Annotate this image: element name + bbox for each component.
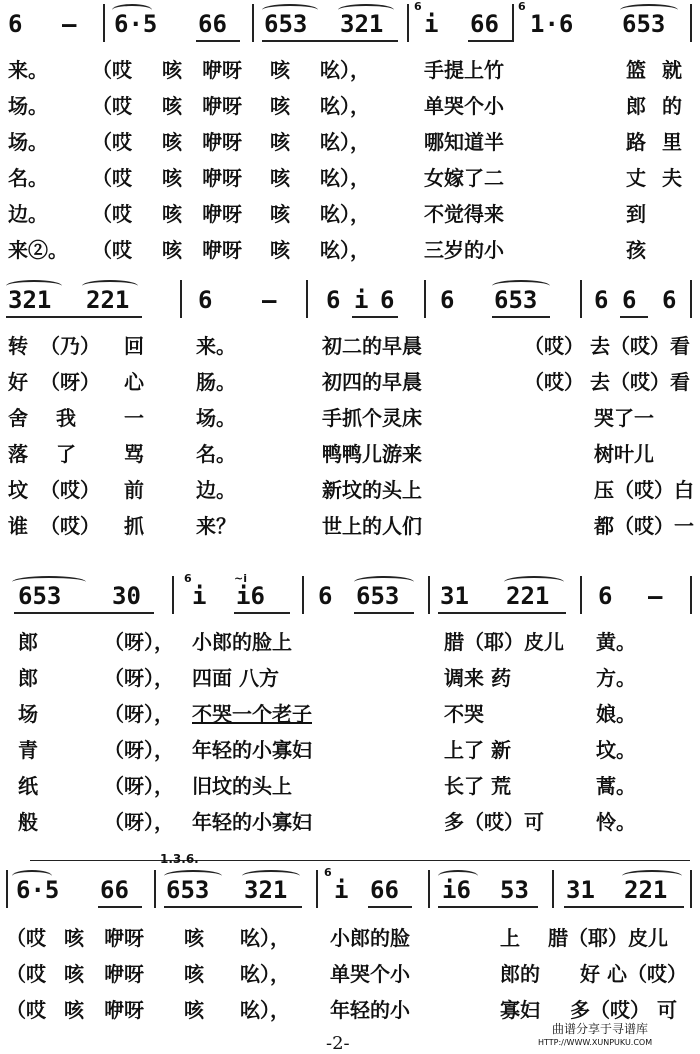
underline (368, 906, 412, 908)
lyric: 吆）， (240, 962, 290, 986)
barline (180, 280, 182, 318)
lyric: （哎） (40, 514, 100, 538)
note-group: i6 (442, 876, 471, 904)
lyric: 郎的 (500, 962, 540, 986)
lyric: 鸭鸭儿游来 (322, 442, 422, 466)
lyric: 咳 (270, 202, 290, 226)
lyric: 边。 (196, 478, 236, 502)
lyric: 咳 (162, 94, 182, 118)
note-group: — (62, 10, 77, 38)
page-number: -2- (326, 1033, 350, 1054)
note-group: 6 (318, 582, 333, 610)
lyric-line (0, 624, 700, 660)
lyric-line (0, 920, 700, 956)
note-group: 6·5 (114, 10, 158, 38)
underline (234, 612, 290, 614)
slur (620, 4, 678, 16)
lyric: 寡妇 (500, 998, 540, 1022)
lyric: （哎 (92, 202, 132, 226)
grace-note: ~i (234, 572, 247, 585)
note-group: 321 (244, 876, 288, 904)
notation-row-2 (0, 276, 700, 324)
lyric: （哎 (6, 926, 46, 950)
lyric: （呀）， (104, 810, 174, 834)
note-group: 66 (198, 10, 227, 38)
lyric: 咳 (162, 58, 182, 82)
underline (564, 906, 684, 908)
lyric: 咳 (270, 94, 290, 118)
lyric: 舍 (8, 406, 28, 430)
lyric: 怜。 (596, 810, 636, 834)
lyric: 郎 (626, 94, 646, 118)
note-group: 66 (370, 876, 399, 904)
lyric-line (0, 804, 700, 840)
lyric: 落 (8, 442, 28, 466)
lyric: 年轻的小寡妇 (192, 738, 312, 762)
lyric: （哎 (92, 166, 132, 190)
lyric-line (0, 124, 700, 160)
lyric: 吆）， (320, 58, 370, 82)
lyric: 方。 (596, 666, 636, 690)
lyric: 多（哎） 可 (570, 998, 677, 1022)
lyric: 咿呀 (202, 238, 242, 262)
lyric: 小郎的脸 (330, 926, 410, 950)
lyric-line (0, 160, 700, 196)
underline (262, 40, 398, 42)
note-group: 321 (8, 286, 52, 314)
lyric: 咳 (270, 238, 290, 262)
barline (302, 576, 304, 614)
lyric-line (0, 88, 700, 124)
lyric: 调来 药 (444, 666, 511, 690)
lyric: 夫 (662, 166, 682, 190)
note-group: 30 (112, 582, 141, 610)
underline (492, 316, 550, 318)
note-group: 53 (500, 876, 529, 904)
note-group: 6 (662, 286, 677, 314)
note-group: i6 (236, 582, 265, 610)
barline (154, 870, 156, 908)
lyric: 郎 (18, 630, 38, 654)
lyric: 压（哎）白 (594, 478, 694, 502)
lyric: 咳 (64, 962, 84, 986)
note-group: 653 (494, 286, 538, 314)
lyric-line (0, 472, 700, 508)
lyric: 咳 (162, 130, 182, 154)
lyric: 新坟的头上 (322, 478, 422, 502)
lyric: 孩 (626, 238, 646, 262)
barline (552, 870, 554, 908)
lyric: 咳 (64, 926, 84, 950)
lyric: 哪知道半 (424, 130, 504, 154)
underline (352, 316, 398, 318)
lyric: 咳 (64, 998, 84, 1022)
lyric: 来。 (8, 58, 48, 82)
grace-note: 6 (414, 0, 422, 13)
lyric: 咿呀 (104, 998, 144, 1022)
barline (428, 576, 430, 614)
lyric: 吆）， (320, 94, 370, 118)
note-group: — (648, 582, 663, 610)
lyric: 坟 (8, 478, 28, 502)
note-group: 31 (440, 582, 469, 610)
barline (172, 576, 174, 614)
lyric: 不哭 (444, 702, 484, 726)
lyric: 娘。 (596, 702, 636, 726)
note-group: 6 (622, 286, 637, 314)
lyric: 青 (18, 738, 38, 762)
lyric: 咳 (162, 166, 182, 190)
lyric: 里 (662, 130, 682, 154)
lyric: 谁 (8, 514, 28, 538)
grace-note: 6 (518, 0, 526, 13)
lyric: 都（哎）一 (594, 514, 694, 538)
lyric-line (0, 768, 700, 804)
lyric-line (0, 364, 700, 400)
note-group: 6 (380, 286, 395, 314)
note-group: 6 (326, 286, 341, 314)
barline (407, 4, 409, 42)
lyric: 好 (8, 370, 28, 394)
lyric: （哎） (524, 334, 584, 358)
note-group: 31 (566, 876, 595, 904)
lyric-line (0, 436, 700, 472)
note-group: 321 (340, 10, 384, 38)
lyric: （哎） (40, 478, 100, 502)
lyric: 丈 (626, 166, 646, 190)
note-group: 6 (440, 286, 455, 314)
lyric: 到 (626, 202, 646, 226)
lyric: 年轻的小寡妇 (192, 810, 312, 834)
lyric: 路 (626, 130, 646, 154)
note-group: 221 (86, 286, 130, 314)
lyric-line (0, 696, 700, 732)
note-group: 653 (18, 582, 62, 610)
lyric: 吆）， (240, 998, 290, 1022)
barline (580, 280, 582, 318)
lyric: 一 (124, 406, 144, 430)
lyric: （乃） (40, 334, 100, 358)
lyric: 咿呀 (202, 202, 242, 226)
lyric: （呀）， (104, 738, 174, 762)
lyric: 树叶儿 (594, 442, 654, 466)
lyric: （哎） (524, 370, 584, 394)
lyric: 来。 (196, 334, 236, 358)
lyric: 上了 新 (444, 738, 511, 762)
lyric: 篮 (626, 58, 646, 82)
lyric-line (0, 196, 700, 232)
note-group: — (262, 286, 277, 314)
watermark-url: HTTP://WWW.XUNPUKU.COM (538, 1038, 653, 1047)
notation-row-4 (0, 866, 700, 914)
barline (690, 870, 692, 908)
note-group: i (334, 876, 349, 904)
lyric-line (0, 232, 700, 268)
barline (690, 576, 692, 614)
lyric: 蒿。 (596, 774, 636, 798)
lyric: （哎 (92, 58, 132, 82)
lyric: 来？ (196, 514, 236, 538)
lyric: 哭了一 (594, 406, 654, 430)
lyric: 肠。 (196, 370, 236, 394)
lyric: （哎 (92, 94, 132, 118)
barline (428, 870, 430, 908)
lyric: 场 (18, 702, 38, 726)
watermark-site-name: 曲谱分享于寻谱库 (552, 1022, 649, 1036)
lyric: 骂 (124, 442, 144, 466)
barline (316, 870, 318, 908)
lyric: 吆）， (320, 202, 370, 226)
note-group: 6 (598, 582, 613, 610)
lyric: 场。 (8, 130, 48, 154)
lyric: 初二的早晨 (322, 334, 422, 358)
barline (690, 280, 692, 318)
lyric: （哎 (6, 962, 46, 986)
note-group: 6·5 (16, 876, 60, 904)
barline (252, 4, 254, 42)
underline (438, 906, 538, 908)
lyric: 了 (56, 442, 76, 466)
note-group: i (354, 286, 369, 314)
volta-bracket (30, 860, 690, 861)
lyric: 不哭一个老子 (192, 702, 312, 726)
lyric: 坟。 (596, 738, 636, 762)
volta-label: 1.3.6. (160, 852, 199, 866)
note-group: 653 (166, 876, 210, 904)
lyric: 咳 (162, 238, 182, 262)
barline (424, 280, 426, 318)
lyric: 咳 (184, 926, 204, 950)
lyric: 咿呀 (202, 94, 242, 118)
lyric-line (0, 52, 700, 88)
note-group: i (424, 10, 439, 38)
lyric: （哎 (92, 130, 132, 154)
underline (14, 612, 154, 614)
barline (6, 870, 8, 908)
lyric: 吆）， (320, 238, 370, 262)
note-group: 6 (8, 10, 23, 38)
lyric: 小郎的脸上 (192, 630, 292, 654)
lyric: 名。 (8, 166, 48, 190)
lyric: 咳 (270, 130, 290, 154)
lyric-line (0, 400, 700, 436)
barline (306, 280, 308, 318)
grace-note: 6 (324, 866, 332, 879)
lyric: 咳 (270, 58, 290, 82)
lyric: 腊（耶）皮儿 (444, 630, 564, 654)
note-group: i (192, 582, 207, 610)
lyric: 前 (124, 478, 144, 502)
lyric: 咿呀 (202, 58, 242, 82)
lyric: 不觉得来 (424, 202, 504, 226)
underline (6, 316, 142, 318)
underline (98, 906, 142, 908)
lyric: 我 (56, 406, 76, 430)
lyric-line (0, 956, 700, 992)
lyric: 咳 (162, 202, 182, 226)
barline (512, 4, 514, 42)
lyric-line (0, 508, 700, 544)
note-group: 221 (506, 582, 550, 610)
lyric: 手抓个灵床 (322, 406, 422, 430)
underline (620, 316, 648, 318)
lyric-line (0, 660, 700, 696)
note-group: 653 (264, 10, 308, 38)
lyric: 四面 八方 (192, 666, 279, 690)
lyric: （哎 (6, 998, 46, 1022)
lyric: 咳 (270, 166, 290, 190)
barline (580, 576, 582, 614)
lyric: 就 (662, 58, 682, 82)
lyric: 手提上竹 (424, 58, 504, 82)
note-group: 6 (198, 286, 213, 314)
lyric: 单哭个小 (424, 94, 504, 118)
lyric: 上 (500, 926, 520, 950)
lyric: 去（哎）看 (590, 370, 690, 394)
lyric: （呀）， (104, 774, 174, 798)
lyric: 长了 荒 (444, 774, 511, 798)
note-group: 221 (624, 876, 668, 904)
note-group: 1·6 (530, 10, 574, 38)
lyric: 来②。 (8, 238, 68, 262)
note-group: 653 (622, 10, 666, 38)
lyric: （呀）， (104, 630, 174, 654)
lyric: 场。 (8, 94, 48, 118)
lyric: 吆）， (320, 130, 370, 154)
lyric: 般 (18, 810, 38, 834)
notation-row-1 (0, 0, 700, 48)
lyric: 的 (662, 94, 682, 118)
lyric: （呀）， (104, 702, 174, 726)
lyric: 咳 (184, 998, 204, 1022)
lyric: 抓 (124, 514, 144, 538)
lyric-line (0, 328, 700, 364)
note-group: 66 (470, 10, 499, 38)
lyric: 咿呀 (104, 926, 144, 950)
lyric-line (0, 732, 700, 768)
underline (468, 40, 512, 42)
underline (196, 40, 240, 42)
barline (690, 4, 692, 42)
lyric: 咿呀 (202, 130, 242, 154)
lyric: 单哭个小 (330, 962, 410, 986)
underline (164, 906, 302, 908)
lyric: 年轻的小 (330, 998, 410, 1022)
note-group: 6 (594, 286, 609, 314)
lyric: 转 (8, 334, 28, 358)
lyric: 多（哎）可 (444, 810, 544, 834)
lyric: 名。 (196, 442, 236, 466)
lyric: 世上的人们 (322, 514, 422, 538)
lyric: （呀） (40, 370, 100, 394)
grace-note: 6 (184, 572, 192, 585)
lyric: （呀）， (104, 666, 174, 690)
lyric: 女嫁了二 (424, 166, 504, 190)
lyric: 初四的早晨 (322, 370, 422, 394)
lyric: 咿呀 (202, 166, 242, 190)
lyric: 去（哎）看 (590, 334, 690, 358)
underline (438, 612, 566, 614)
lyric: 好 心（哎） (580, 962, 687, 986)
lyric: 回 (124, 334, 144, 358)
lyric: 三岁的小 (424, 238, 504, 262)
note-group: 66 (100, 876, 129, 904)
barline (103, 4, 105, 42)
lyric: 吆）， (240, 926, 290, 950)
lyric: 吆）， (320, 166, 370, 190)
lyric: 心 (124, 370, 144, 394)
lyric: 黄。 (596, 630, 636, 654)
lyric: 咳 (184, 962, 204, 986)
lyric: 纸 (18, 774, 38, 798)
lyric: 郎 (18, 666, 38, 690)
note-group: 653 (356, 582, 400, 610)
underline (354, 612, 414, 614)
lyric: 腊（耶）皮儿 (548, 926, 668, 950)
lyric: 边。 (8, 202, 48, 226)
notation-row-3 (0, 572, 700, 620)
lyric: 咿呀 (104, 962, 144, 986)
lyric: （哎 (92, 238, 132, 262)
lyric: 场。 (196, 406, 236, 430)
lyric: 旧坟的头上 (192, 774, 292, 798)
slur (338, 4, 394, 16)
